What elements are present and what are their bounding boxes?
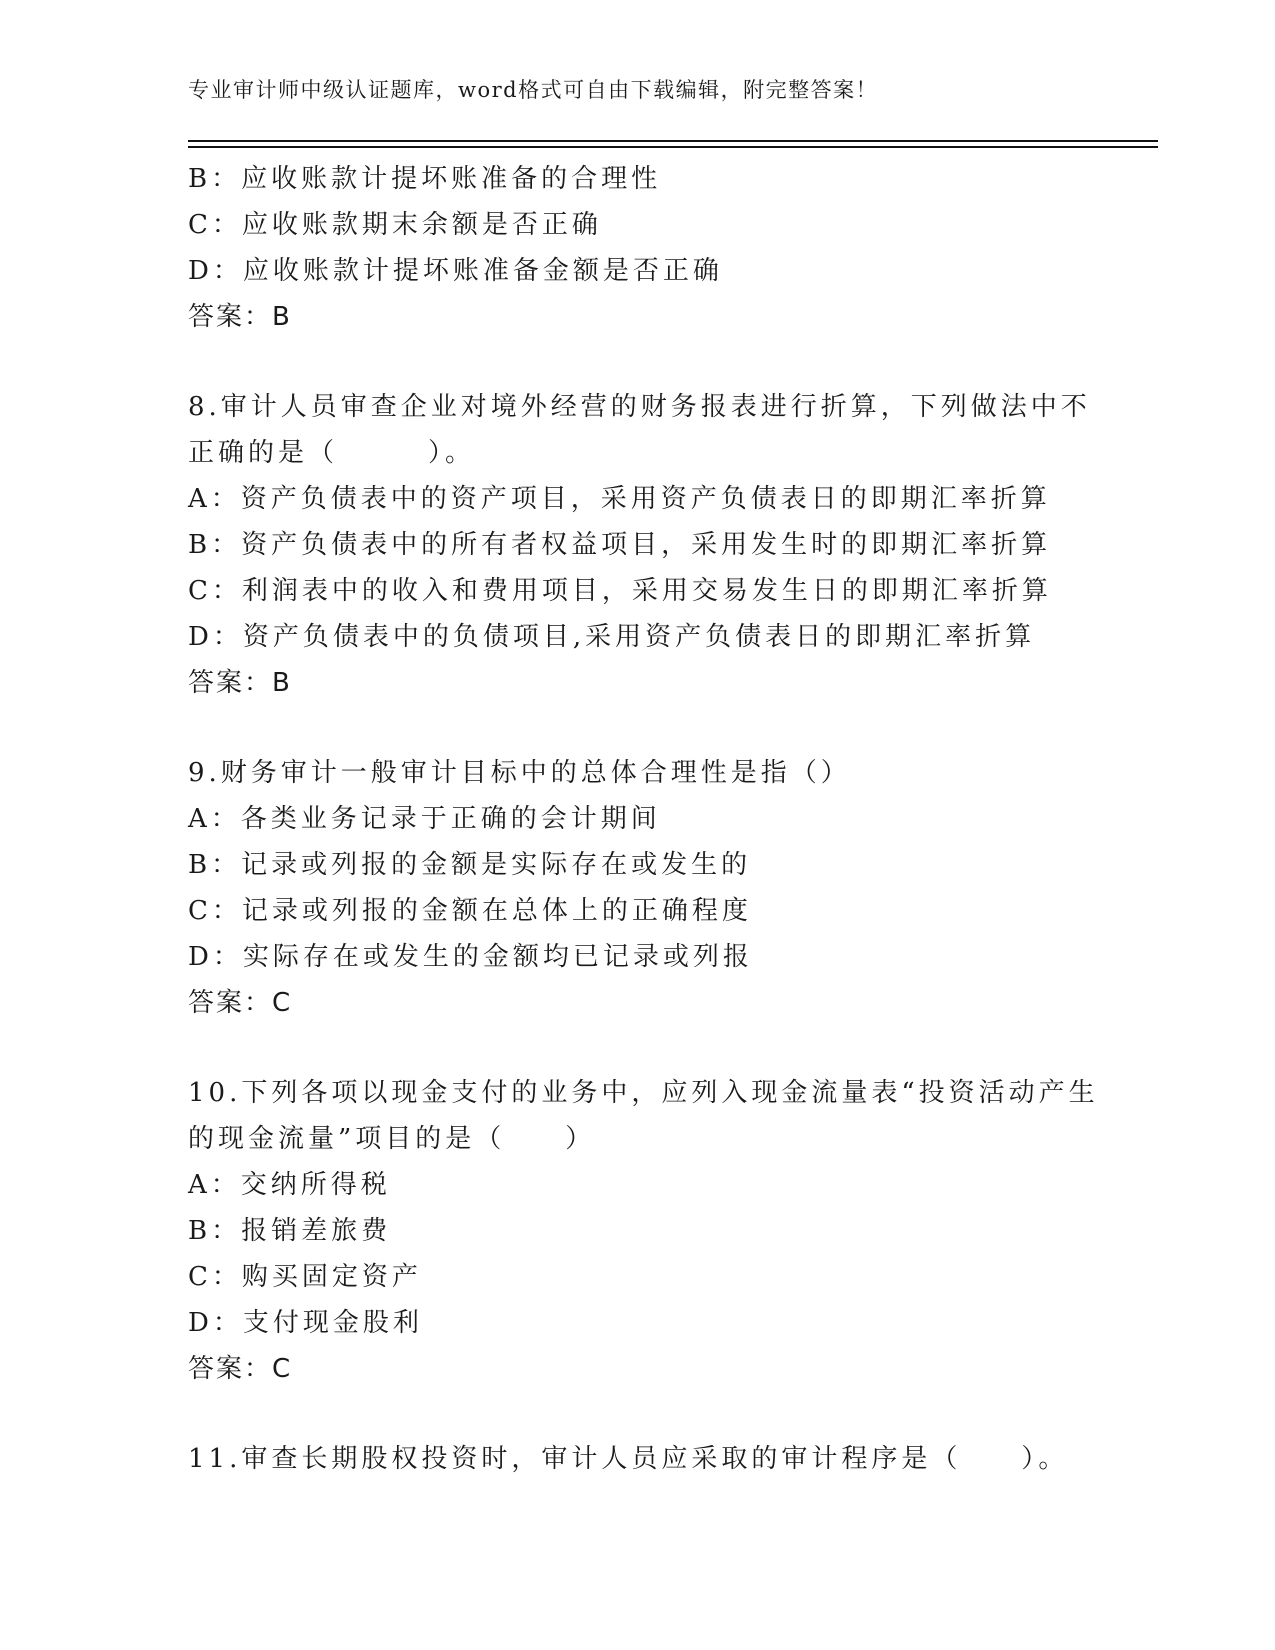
q9-option-a: A：各类业务记录于正确的会计期间 (188, 804, 661, 834)
question-8 (188, 384, 1091, 706)
q9-option-d: D：实际存在或发生的金额均已记录或列报 (188, 942, 753, 972)
question-11 (188, 1436, 1088, 1482)
q7-option-c: C：应收账款期末余额是否正确 (188, 210, 602, 240)
q7-option-d: D：应收账款计提坏账准备金额是否正确 (188, 256, 723, 286)
q8-option-b: B：资产负债表中的所有者权益项目，采用发生时的即期汇率折算 (188, 530, 1052, 560)
q10-option-c: C：购买固定资产 (188, 1262, 422, 1292)
q9-option-b: B：记录或列报的金额是实际存在或发生的 (188, 850, 752, 880)
q7-answer: 答案：B (188, 302, 292, 332)
q7-option-b: B：应收账款计提坏账准备的合理性 (188, 164, 662, 194)
q9-answer: 答案：C (188, 988, 293, 1018)
q10-option-b: B：报销差旅费 (188, 1216, 392, 1246)
q8-option-a: A：资产负债表中的资产项目，采用资产负债表日的即期汇率折算 (188, 484, 1051, 514)
q9-option-c: C：记录或列报的金额在总体上的正确程度 (188, 896, 752, 926)
q10-answer: 答案：C (188, 1354, 293, 1384)
question-9 (188, 750, 1088, 1026)
q8-stem-line-2: 正确的是（ ）。 (188, 438, 476, 468)
q8-option-c: C：利润表中的收入和费用项目，采用交易发生日的即期汇率折算 (188, 576, 1052, 606)
q9-stem-line-1: 9.财务审计一般审计目标中的总体合理性是指（） (188, 758, 851, 788)
q8-answer: 答案：B (188, 668, 292, 698)
page-header: 专业审计师中级认证题库，word格式可自由下载编辑，附完整答案！ (188, 78, 879, 102)
question-7-tail (188, 156, 1088, 340)
q10-option-d: D：支付现金股利 (188, 1308, 423, 1338)
q11-stem-line-1: 11.审查长期股权投资时，审计人员应采取的审计程序是（ ）。 (188, 1444, 1069, 1474)
q10-option-a: A：交纳所得税 (188, 1170, 391, 1200)
question-content (188, 156, 1099, 1482)
header-rule-bottom (188, 146, 1158, 148)
q8-stem-line-1: 8.审计人员审查企业对境外经营的财务报表进行折算，下列做法中不 (188, 392, 1091, 422)
question-10 (188, 1070, 1099, 1392)
q10-stem-line-2: 的现金流量”项目的是（ ） (188, 1124, 596, 1154)
header-rule-top (188, 140, 1158, 142)
q8-option-d: D：资产负债表中的负债项目,采用资产负债表日的即期汇率折算 (188, 622, 1036, 652)
q10-stem-line-1: 10.下列各项以现金支付的业务中，应列入现金流量表“投资活动产生 (188, 1078, 1099, 1108)
